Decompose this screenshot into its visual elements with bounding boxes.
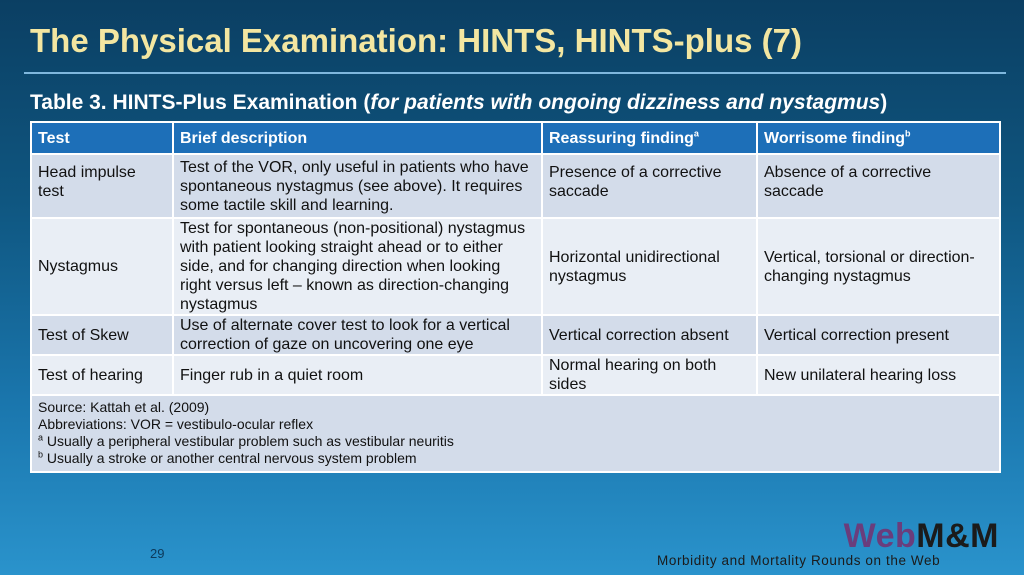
note-b-text: Usually a stroke or another central nervous system problem [46, 450, 417, 466]
cell-reassuring: Normal hearing on both sides [542, 355, 757, 395]
cell-reassuring: Vertical correction absent [542, 315, 757, 355]
header-worrisome [757, 122, 1000, 154]
header-reassuring [542, 122, 757, 154]
logo-mm: M&M [916, 517, 999, 555]
cell-test: Test of Skew [31, 315, 173, 355]
header-reassuring-sup: a [693, 128, 699, 139]
hints-plus-table [30, 121, 1001, 473]
cell-worrisome: Absence of a corrective saccade [757, 154, 1000, 218]
note-source: Source: Kattah et al. (2009) [38, 399, 210, 415]
caption-italic: for patients with ongoing dizziness and nystagmus [370, 91, 881, 114]
cell-description: Finger rub in a quiet room [173, 355, 542, 395]
caption-main: Table 3. HINTS-Plus Examination ( [30, 91, 371, 114]
cell-test: Nystagmus [31, 218, 173, 315]
cell-test: Test of hearing [31, 355, 173, 395]
note-b-sup: b [38, 449, 44, 460]
cell-worrisome: Vertical correction present [757, 315, 1000, 355]
title-divider [24, 72, 1006, 74]
cell-reassuring: Horizontal unidirectional nystagmus [542, 218, 757, 315]
webmm-logo [655, 518, 1015, 570]
header-description: Brief description [173, 122, 542, 154]
logo-wordmark [844, 518, 999, 554]
table-notes-row [31, 395, 1000, 472]
table-row [31, 218, 1000, 315]
table-notes [31, 395, 1000, 472]
table-caption [30, 91, 887, 115]
cell-worrisome: New unilateral hearing loss [757, 355, 1000, 395]
note-a-sup: a [38, 432, 44, 443]
header-worrisome-label: Worrisome finding [764, 129, 906, 147]
note-a-text: Usually a peripheral vestibular problem such as vestibular neuritis [46, 433, 454, 449]
cell-test: Head impulse test [31, 154, 173, 218]
cell-reassuring: Presence of a corrective saccade [542, 154, 757, 218]
cell-description: Use of alternate cover test to look for a vertical correction of gaze on uncovering one eye [173, 315, 542, 355]
logo-web: Web [843, 517, 917, 555]
header-reassuring-label: Reassuring finding [549, 129, 694, 147]
table-row [31, 315, 1000, 355]
table-row [31, 154, 1000, 218]
note-a [38, 433, 993, 450]
cell-description: Test of the VOR, only useful in patients who have spontaneous nystagmus (see above). It requires some tactile skill and learning. [173, 154, 542, 218]
table-header-row [31, 122, 1000, 154]
logo-tagline: Morbidity and Mortality Rounds on the Web [657, 553, 941, 568]
header-test: Test [31, 122, 173, 154]
caption-end: ) [880, 91, 888, 114]
note-abbreviations: Abbreviations: VOR = vestibulo-ocular reflex [38, 416, 314, 432]
page-number: 29 [150, 546, 165, 561]
note-b [38, 450, 993, 467]
cell-description: Test for spontaneous (non-positional) nystagmus with patient looking straight ahead or to either side, and for changing direction when looking right versus left – known as direction-changing nystagmus [173, 218, 542, 315]
header-worrisome-sup: b [905, 128, 911, 139]
slide-title: The Physical Examination: HINTS, HINTS-plus (7) [30, 22, 802, 59]
cell-worrisome: Vertical, torsional or direction-changing nystagmus [757, 218, 1000, 315]
table-row [31, 355, 1000, 395]
